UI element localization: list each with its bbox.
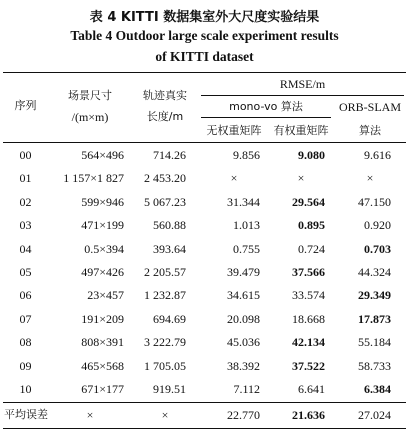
- cell-seq: 01: [19, 171, 32, 185]
- header-scene-line2: /(m×m): [71, 110, 109, 124]
- cell-scene: 599×946: [81, 195, 124, 209]
- caption-english-line1: Table 4 Outdoor large scale experiment results: [70, 28, 339, 43]
- cell-unweighted: 45.036: [227, 335, 260, 349]
- header-bottom-rule: [3, 142, 406, 143]
- cell-seq: 09: [19, 359, 32, 373]
- cell-orb: 55.184: [358, 335, 391, 349]
- cell-unweighted: 1.013: [233, 218, 260, 232]
- cell-unweighted: 0.755: [233, 242, 260, 256]
- table-bottom-rule: [3, 428, 406, 429]
- rmse-underline: [201, 95, 404, 96]
- cell-scene: 465×568: [81, 359, 124, 373]
- cell-seq: 10: [19, 382, 32, 396]
- cell-unweighted: 20.098: [227, 312, 260, 326]
- cell-orb: 44.324: [358, 265, 391, 279]
- cell-weighted: 18.668: [292, 312, 325, 326]
- cell-scene: 23×457: [87, 288, 124, 302]
- cell-weighted: 0.895: [298, 218, 325, 232]
- cell-seq: 04: [19, 242, 32, 256]
- cell-weighted: 29.564: [292, 195, 325, 209]
- cell-unweighted: 34.615: [227, 288, 260, 302]
- cell-scene: 191×209: [81, 312, 124, 326]
- cell-traj: 2 453.20: [144, 171, 186, 185]
- cell-orb: 29.349: [358, 288, 391, 302]
- cell-seq: 00: [19, 148, 32, 162]
- cell-unweighted: 9.856: [233, 148, 260, 162]
- table-top-rule: [3, 72, 406, 73]
- average-orb: 27.024: [358, 408, 391, 422]
- header-orb-line2: 算法: [359, 124, 381, 137]
- cell-traj: 919.51: [153, 382, 186, 396]
- cell-traj: 1 705.05: [144, 359, 186, 373]
- cell-orb: 6.384: [364, 382, 391, 396]
- cell-weighted: 0.724: [298, 242, 325, 256]
- cell-traj: 3 222.79: [144, 335, 186, 349]
- cell-seq: 08: [19, 335, 32, 349]
- average-weighted: 21.636: [292, 408, 325, 422]
- cell-orb: 9.616: [364, 148, 391, 162]
- average-top-rule: [3, 402, 406, 403]
- cell-scene: 564×496: [81, 148, 124, 162]
- average-scene: ×: [86, 408, 94, 422]
- cell-unweighted: 39.479: [227, 265, 260, 279]
- cell-seq: 03: [19, 218, 32, 232]
- cell-orb: 0.920: [364, 218, 391, 232]
- header-rmse: RMSE/m: [279, 77, 326, 91]
- cell-traj: 5 067.23: [144, 195, 186, 209]
- cell-seq: 06: [19, 288, 32, 302]
- cell-orb: 47.150: [358, 195, 391, 209]
- header-traj-line2: 长度/m: [146, 110, 184, 123]
- cell-weighted: 9.080: [298, 148, 325, 162]
- header-unweighted: 无权重矩阵: [206, 124, 262, 137]
- cell-traj: 2 205.57: [144, 265, 186, 279]
- cell-traj: 694.69: [153, 312, 186, 326]
- cell-scene: 0.5×394: [84, 242, 124, 256]
- average-unweighted: 22.770: [227, 408, 260, 422]
- cell-seq: 02: [19, 195, 32, 209]
- header-monovo: mono-vo 算法: [229, 100, 303, 113]
- caption-english-line2: of KITTI dataset: [155, 49, 254, 64]
- cell-orb: 58.733: [358, 359, 391, 373]
- cell-traj: 393.64: [153, 242, 186, 256]
- header-seq: 序列: [14, 99, 37, 112]
- cell-unweighted: 7.112: [233, 382, 260, 396]
- cell-unweighted: ×: [230, 171, 238, 185]
- cell-scene: 471×199: [81, 218, 124, 232]
- cell-scene: 671×177: [81, 382, 124, 396]
- cell-orb: 0.703: [364, 242, 391, 256]
- cell-orb: ×: [366, 171, 374, 185]
- cell-traj: 560.88: [153, 218, 186, 232]
- average-traj: ×: [161, 408, 169, 422]
- monovo-underline: [201, 117, 331, 118]
- cell-seq: 05: [19, 265, 32, 279]
- cell-scene: 808×391: [81, 335, 124, 349]
- cell-weighted: ×: [297, 171, 305, 185]
- cell-weighted: 6.641: [298, 382, 325, 396]
- header-traj-line1: 轨迹真实: [143, 89, 187, 102]
- cell-orb: 17.873: [358, 312, 391, 326]
- cell-scene: 497×426: [81, 265, 124, 279]
- cell-scene: 1 157×1 827: [63, 171, 124, 185]
- cell-weighted: 42.134: [292, 335, 325, 349]
- header-scene-line1: 场景尺寸: [68, 89, 112, 102]
- cell-traj: 714.26: [153, 148, 186, 162]
- cell-weighted: 37.566: [292, 265, 325, 279]
- caption-chinese: 表 4 KITTI 数据集室外大尺度实验结果: [89, 10, 320, 25]
- header-orb-line1: ORB-SLAM: [338, 100, 401, 114]
- cell-traj: 1 232.87: [144, 288, 186, 302]
- cell-unweighted: 38.392: [227, 359, 260, 373]
- cell-seq: 07: [19, 312, 32, 326]
- cell-unweighted: 31.344: [227, 195, 260, 209]
- cell-weighted: 33.574: [292, 288, 325, 302]
- average-label: 平均误差: [4, 408, 48, 421]
- header-weighted: 有权重矩阵: [273, 124, 329, 137]
- cell-weighted: 37.522: [292, 359, 325, 373]
